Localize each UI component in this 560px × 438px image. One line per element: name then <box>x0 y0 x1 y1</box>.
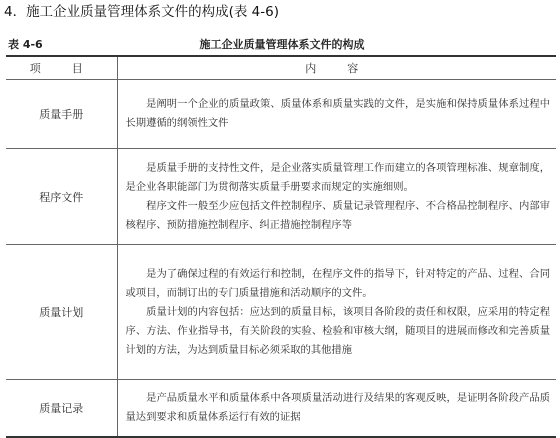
row-item-label: 质量记录 <box>6 380 117 438</box>
row-content <box>117 245 556 380</box>
row-item-label: 质量手册 <box>6 80 117 149</box>
table-row <box>6 149 556 245</box>
row-content <box>117 149 556 245</box>
content-paragraph: 质量计划的内容包括：应达到的质量目标，该项目各阶段的责任和权限，应采用的特定程序、方法、作业指导书，有关阶段的实验、检验和审核大纲，随项目的进展而修改和完善质量计划的方法，为达到质量目标必须采取的其他措施 <box>125 305 550 356</box>
row-content <box>117 80 556 149</box>
content-paragraph: 是为了确保过程的有效运行和控制，在程序文件的指导下，针对特定的产品、过程、合同或项目，而制订出的专门质量措施和活动顺序的文件。 <box>125 267 550 299</box>
table-row <box>6 245 556 380</box>
table-header-row <box>6 56 556 80</box>
content-paragraph: 是阐明一个企业的质量政策、质量体系和质量实践的文件，是实施和保持质量体系过程中长期遵循的纲领性文件 <box>125 98 550 129</box>
table-row <box>6 380 556 438</box>
table-caption <box>8 36 556 52</box>
content-paragraph: 是质量手册的支持性文件，是企业落实质量管理工作而建立的各项管理标准、规章制度，是企业各职能部门为贯彻落实质量手册要求而规定的实施细则。 <box>125 161 550 193</box>
table-number: 表 4-6 <box>8 38 43 51</box>
composition-table <box>6 55 556 438</box>
content-paragraph: 程序文件一般至少应包括文件控制程序、质量记录管理程序、不合格品控制程序、内部审核程序、预防措施控制程序、纠正措施控制程序等 <box>125 199 550 231</box>
header-content: 内 容 <box>117 56 556 80</box>
row-item-label: 质量计划 <box>6 245 117 380</box>
header-item: 项 目 <box>6 56 117 80</box>
row-content <box>117 380 556 438</box>
table-title: 施工企业质量管理体系文件的构成 <box>199 38 365 51</box>
section-heading: 4．施工企业质量管理体系文件的构成(表 4-6) <box>4 4 279 20</box>
content-paragraph: 是产品质量水平和质量体系中各项质量活动进行及结果的客观反映，是证明各阶段产品质量达到要求和质量体系运行有效的证据 <box>125 392 550 423</box>
table-row <box>6 80 556 149</box>
row-item-label: 程序文件 <box>6 149 117 245</box>
